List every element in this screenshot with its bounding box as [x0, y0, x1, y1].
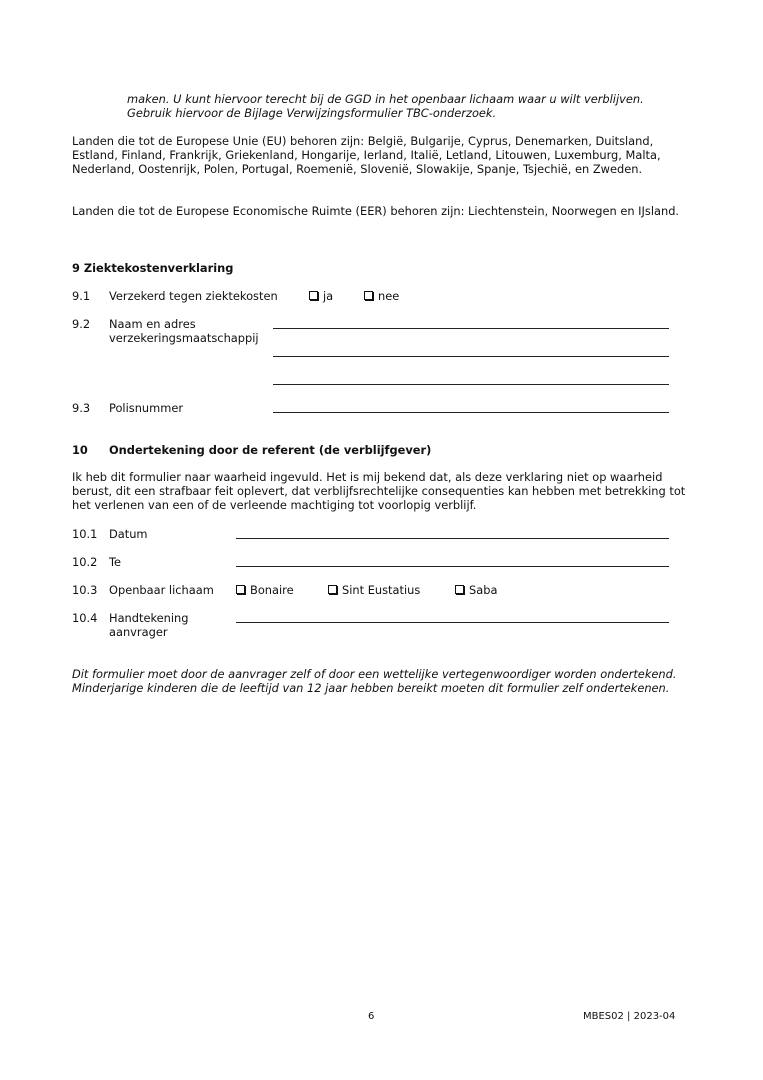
- question-10-4-number: 10.4: [72, 611, 98, 625]
- question-9-1-label: Verzekerd tegen ziektekosten: [109, 289, 278, 303]
- question-9-2-label-line-2: verzekeringsmaatschappij: [109, 331, 259, 345]
- question-9-3-number: 9.3: [72, 401, 91, 415]
- page-number: 6: [368, 1011, 375, 1022]
- checkbox-bonaire-label: Bonaire: [250, 583, 294, 597]
- checkbox-square-icon[interactable]: [309, 291, 318, 300]
- section-9-heading: 9 Ziektekostenverklaring: [72, 261, 234, 275]
- checkbox-ja[interactable]: [309, 289, 333, 303]
- closing-note: Dit formulier moet door de aanvrager zelf of door een wettelijke vertegenwoordiger worden ondertekend. Minderjarige kinderen die de leeftijd van 12 jaar hebben bereikt moeten dit formulier zelf ondertekenen.: [72, 667, 677, 695]
- question-10-2-label: Te: [109, 555, 122, 569]
- question-10-4-label-line-2: aanvrager: [109, 625, 168, 639]
- question-9-1-number: 9.1: [72, 289, 91, 303]
- place-field-line[interactable]: [236, 566, 669, 567]
- intro-line-1: maken. U kunt hiervoor terecht bij de GGD in het openbaar lichaam waar u wilt verblijven.: [127, 92, 644, 106]
- checkbox-saba-label: Saba: [469, 583, 498, 597]
- declaration-text: Ik heb dit formulier naar waarheid ingevuld. Het is mij bekend dat, als deze verklaring niet op waarheid berust, dit een strafbaar feit oplevert, dat verblijfsrechtelijke consequenties kan hebben met betrekking tot het verlenen van een of de verleende machtiging tot voorlopig verblijf.: [72, 470, 686, 512]
- question-9-2-label-line-1: Naam en adres: [109, 317, 196, 331]
- question-10-2-number: 10.2: [72, 555, 98, 569]
- insurer-field-line-3[interactable]: [273, 384, 669, 385]
- signature-field-line[interactable]: [236, 622, 669, 623]
- question-10-3-label: Openbaar lichaam: [109, 583, 214, 597]
- question-10-1-number: 10.1: [72, 527, 98, 541]
- insurer-field-line-1[interactable]: [273, 328, 669, 329]
- question-10-1-label: Datum: [109, 527, 148, 541]
- checkbox-sint-eustatius-label: Sint Eustatius: [342, 583, 421, 597]
- section-10-number: 10: [72, 443, 88, 457]
- question-10-3-number: 10.3: [72, 583, 98, 597]
- question-10-4-label: [109, 611, 189, 639]
- checkbox-saba[interactable]: [455, 583, 497, 597]
- section-10-heading: Ondertekening door de referent (de verblijfgever): [109, 443, 432, 457]
- intro-paragraph: [127, 92, 697, 120]
- question-9-2-number: 9.2: [72, 317, 91, 331]
- checkbox-nee-label: nee: [378, 289, 400, 303]
- checkbox-square-icon[interactable]: [236, 585, 245, 594]
- checkbox-nee[interactable]: [364, 289, 399, 303]
- eu-countries-text: Landen die tot de Europese Unie (EU) behoren zijn: België, Bulgarije, Cyprus, Denemarken, Duitsland, Estland, Finland, Frankrijk, Griekenland, Hongarije, Ierland, Italië, Letland, Litouwen, Luxemburg, Malta, Nederland, Oostenrijk, Polen, Portugal, Roemenië, Slovenië, Slowakije, Spanje, Tsjechië, en Zweden.: [72, 134, 661, 176]
- document-code: MBES02 | 2023-04: [583, 1011, 676, 1022]
- intro-line-2: Gebruik hiervoor de Bijlage Verwijzingsformulier TBC-onderzoek.: [127, 106, 497, 120]
- checkbox-square-icon[interactable]: [364, 291, 373, 300]
- checkbox-bonaire[interactable]: [236, 583, 294, 597]
- eer-countries-text: Landen die tot de Europese Economische Ruimte (EER) behoren zijn: Liechtenstein, Noorwegen en IJsland.: [72, 204, 680, 218]
- checkbox-square-icon[interactable]: [328, 585, 337, 594]
- checkbox-sint-eustatius[interactable]: [328, 583, 420, 597]
- insurer-field-line-2[interactable]: [273, 356, 669, 357]
- checkbox-ja-label: ja: [323, 289, 334, 303]
- question-9-3-label: Polisnummer: [109, 401, 184, 415]
- question-9-2-label: [109, 317, 259, 345]
- date-field-line[interactable]: [236, 538, 669, 539]
- policy-number-field-line[interactable]: [273, 412, 669, 413]
- question-10-4-label-line-1: Handtekening: [109, 611, 189, 625]
- checkbox-square-icon[interactable]: [455, 585, 464, 594]
